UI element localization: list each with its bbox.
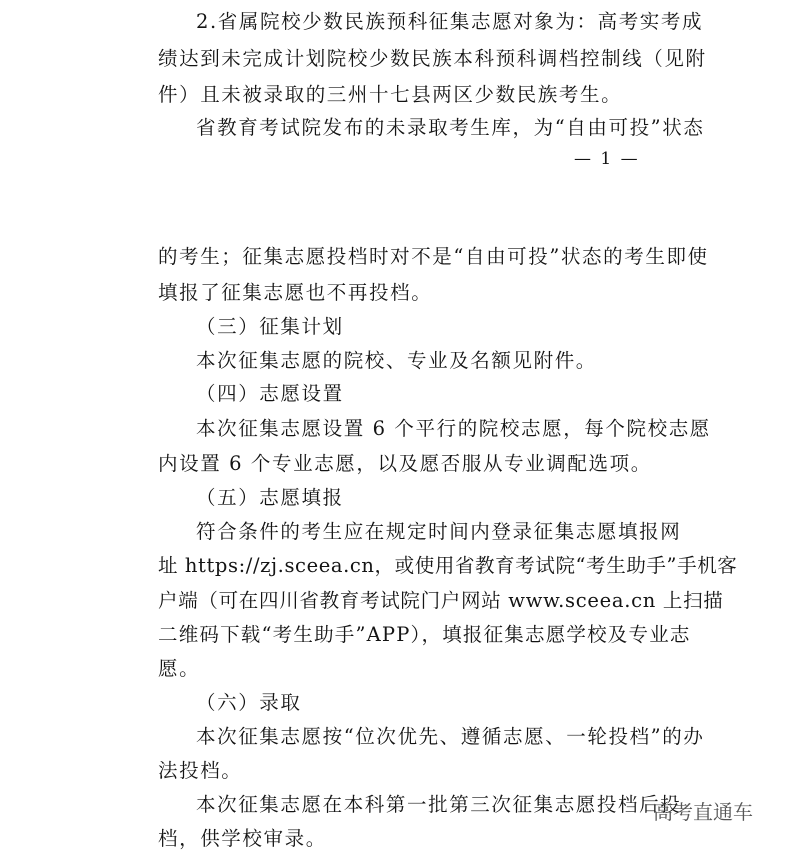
paragraph-line: 户端（可在四川省教育考试院门户网站 www.sceea.cn 上扫描 bbox=[158, 589, 724, 612]
paragraph-line: 本次征集志愿按“位次优先、遵循志愿、一轮投档”的办 bbox=[196, 725, 705, 748]
paragraph-line: 符合条件的考生应在规定时间内登录征集志愿填报网 bbox=[196, 520, 682, 543]
watermark-text: 高考直通车 bbox=[653, 800, 753, 824]
paragraph-line: 2.省属院校少数民族预科征集志愿对象为：高考实考成 bbox=[196, 10, 704, 33]
paragraph-line: 本次征集志愿在本科第一批第三次征集志愿投档后投 bbox=[196, 793, 682, 816]
paragraph-line: 愿。 bbox=[158, 657, 201, 680]
paragraph-line: 本次征集志愿设置 6 个平行的院校志愿，每个院校志愿 bbox=[196, 417, 711, 440]
paragraph-line: 内设置 6 个专业志愿，以及愿否服从专业调配选项。 bbox=[158, 452, 652, 475]
paragraph-line: 的考生；征集志愿投档时对不是“自由可投”状态的考生即使 bbox=[158, 245, 709, 268]
paragraph-line: 二维码下载“考生助手”APP），填报征集志愿学校及专业志 bbox=[158, 623, 691, 646]
paragraph-line: 填报了征集志愿也不再投档。 bbox=[158, 281, 433, 304]
paragraph-line: 本次征集志愿的院校、专业及名额见附件。 bbox=[196, 349, 597, 372]
section-heading-admit: （六）录取 bbox=[196, 691, 302, 714]
paragraph-line: 档，供学校审录。 bbox=[158, 827, 327, 850]
section-heading-plan: （三）征集计划 bbox=[196, 315, 344, 338]
paragraph-line: 省教育考试院发布的未录取考生库，为“自由可投”状态 bbox=[196, 116, 705, 139]
paragraph-line: 绩达到未完成计划院校少数民族本科预科调档控制线（见附 bbox=[158, 47, 707, 70]
paragraph-line: 件）且未被录取的三州十七县两区少数民族考生。 bbox=[158, 83, 623, 106]
paragraph-line: 址 https://zj.sceea.cn，或使用省教育考试院“考生助手”手机客 bbox=[158, 554, 738, 577]
page-number: — 1 — bbox=[574, 149, 640, 169]
section-heading-fill: （五）志愿填报 bbox=[196, 486, 344, 509]
paragraph-line: 法投档。 bbox=[158, 759, 243, 782]
section-heading-setup: （四）志愿设置 bbox=[196, 382, 344, 405]
